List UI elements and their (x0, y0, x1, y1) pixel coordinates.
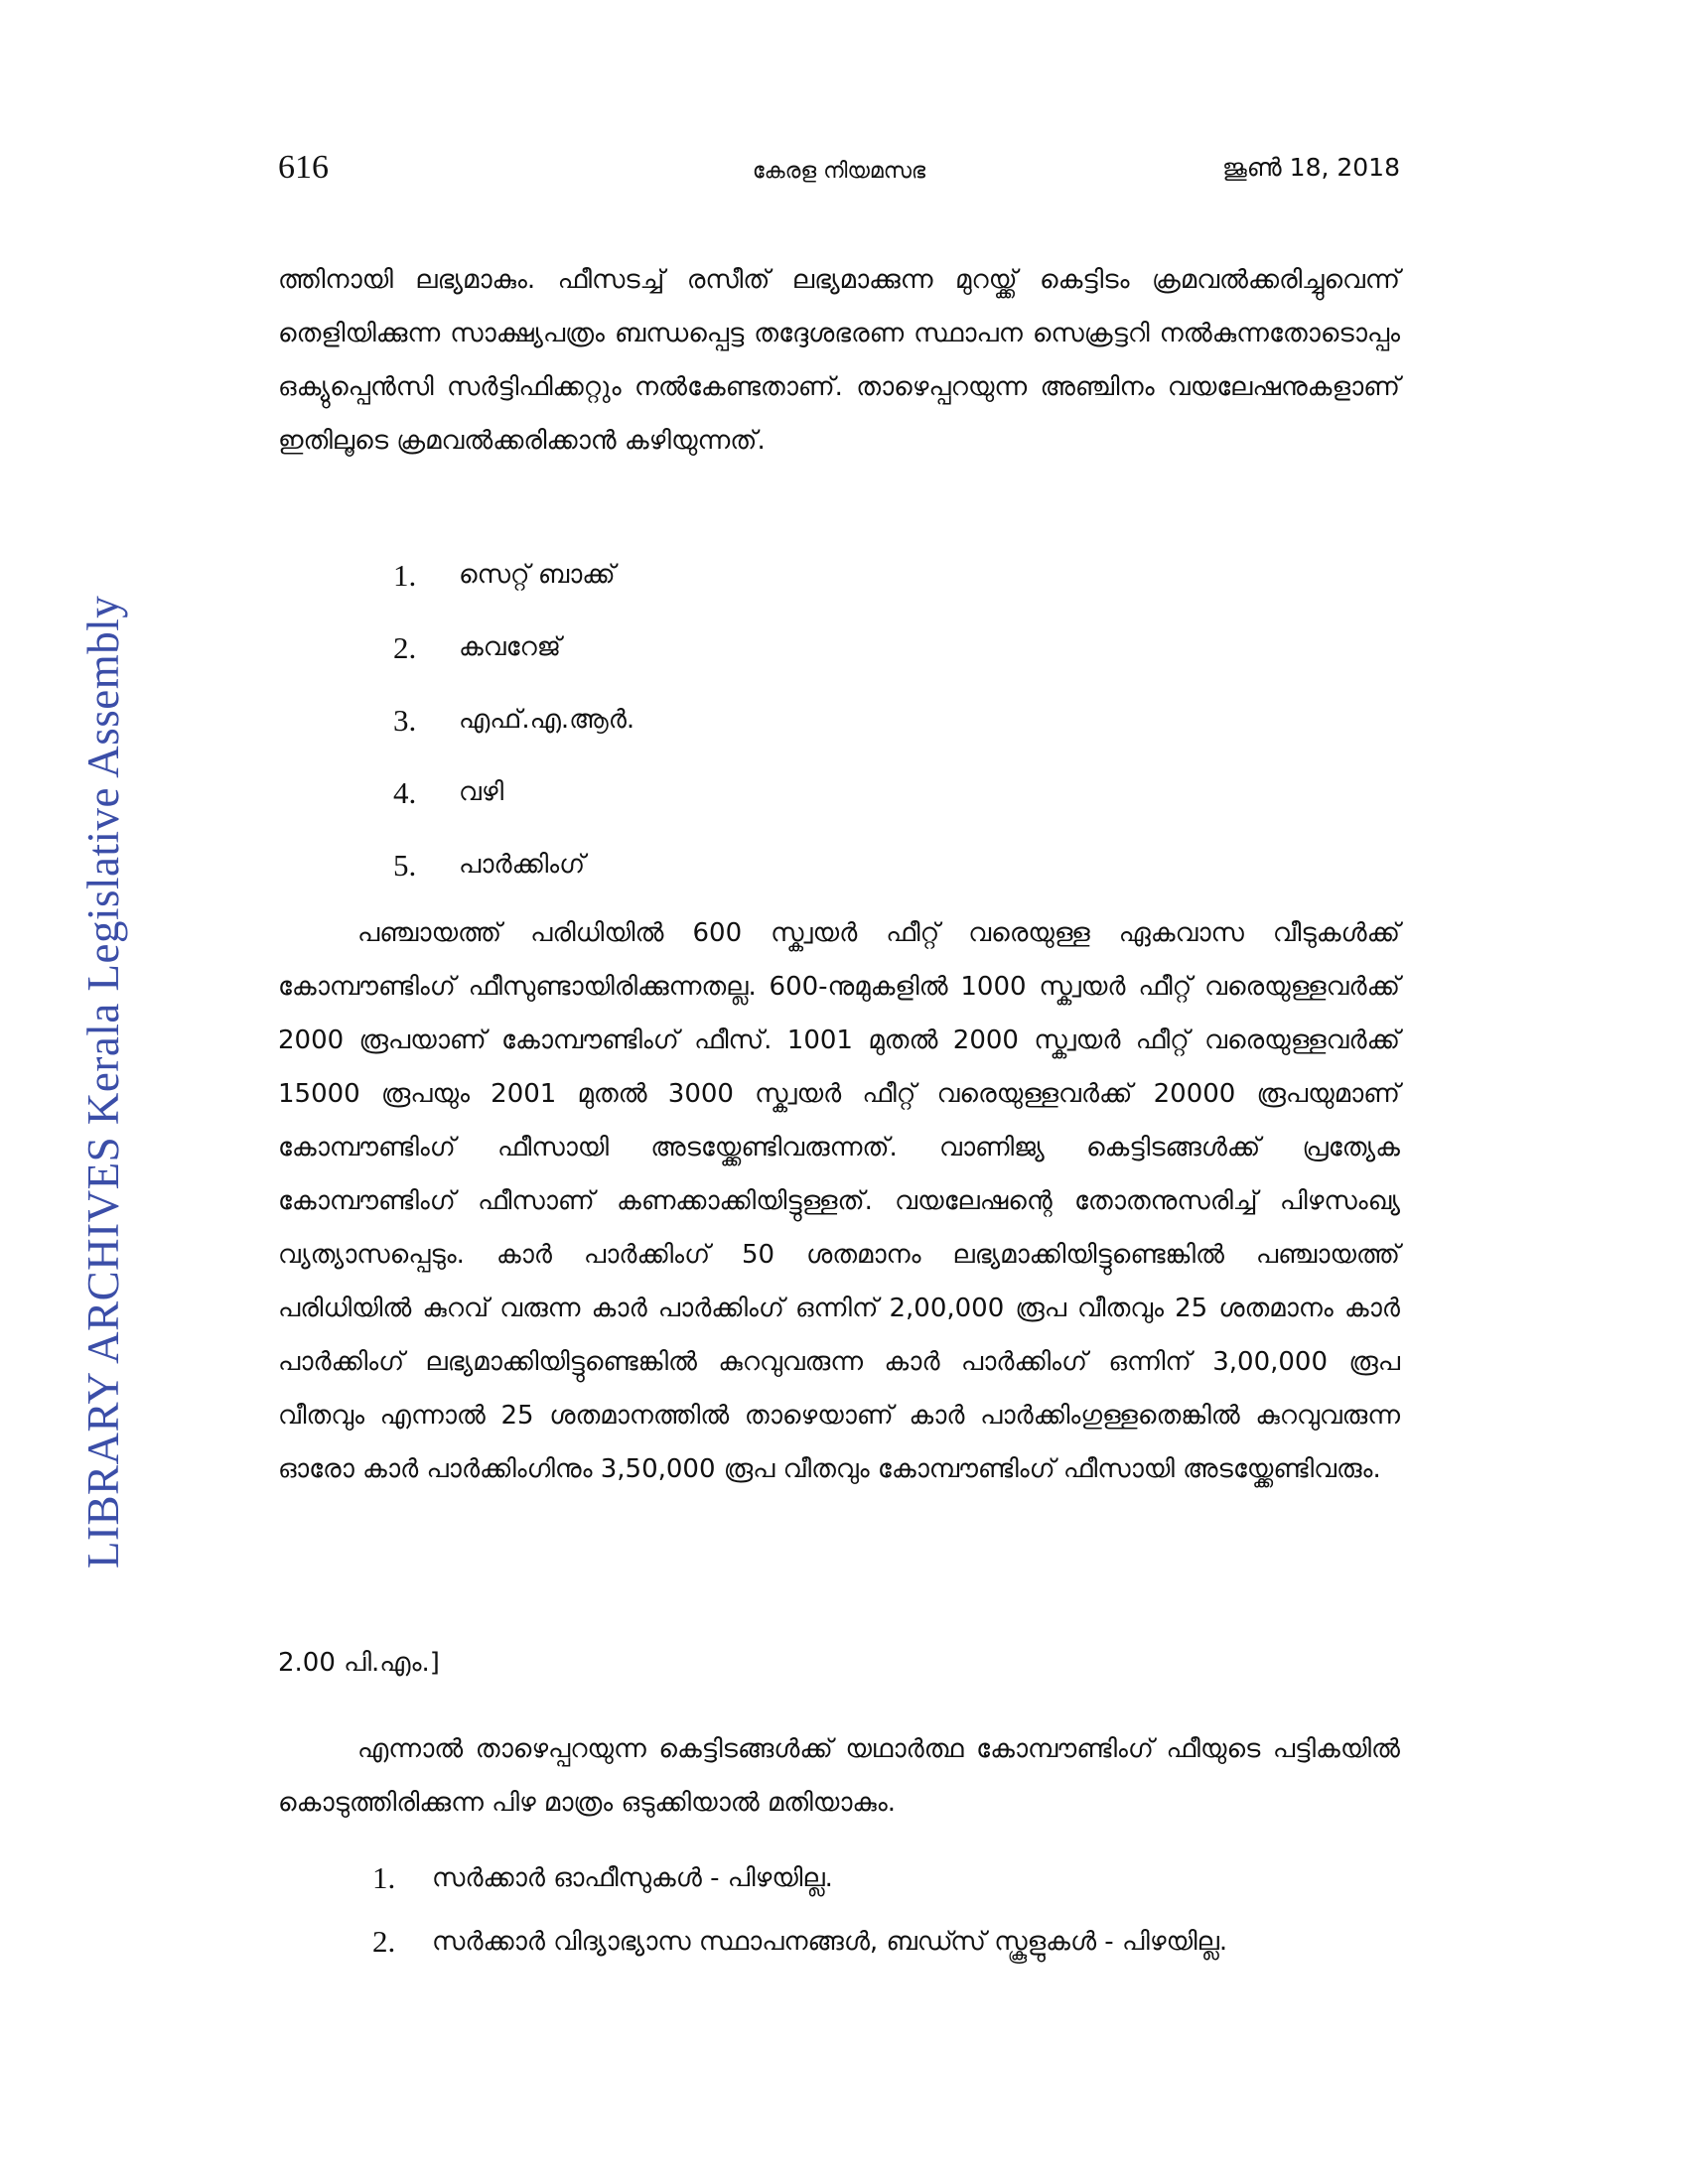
list-number: 5. (393, 847, 417, 883)
running-title: കേരള നിയമസഭ (752, 159, 926, 184)
list-text: കവറേജ് (459, 632, 561, 662)
paragraph-continuation: ത്തിനായി ലഭ്യമാകും. ഫീസടച്ച് രസീത് ലഭ്യമാക്കുന്ന മുറയ്ക്ക് കെട്ടിടം ക്രമവൽക്കരിച്ചുവെന്ന് തെളിയിക്കുന്ന സാക്ഷ്യപത്രം ബന്ധപ്പെട്ട തദ്ദേശഭരണ സ്ഥാപന സെക്രട്ടറി നൽകുന്നതോടൊപ്പം ഒക്യുപ്പെൻസി സർട്ടിഫിക്കറ്റും നൽകേണ്ടതാണ്. താഴെപ്പറയുന്ന അഞ്ചിനം വയലേഷനുകളാണ് ഇതിലൂടെ ക്രമവൽക്കരിക്കാൻ കഴിയുന്നത്. (278, 265, 1400, 456)
list-number: 1. (393, 557, 417, 593)
time-mark: 2.00 പി.എം.] (278, 1648, 440, 1678)
archive-watermark: LIBRARY ARCHIVES Kerala Legislative Assembly (78, 595, 128, 1569)
paragraph-compounding-fees: പഞ്ചായത്ത് പരിധിയിൽ 600 സ്ക്വയർ ഫീറ്റ് വരെയുള്ള ഏകവാസ വീടുകൾക്ക് കോമ്പൗണ്ടിംഗ് ഫീസുണ്ടായിരിക്കുന്നതല്ല. 600-നുമുകളിൽ 1000 സ്ക്വയർ ഫീറ്റ് വരെയുള്ളവർക്ക് 2000 രൂപയാണ് കോമ്പൗണ്ടിംഗ് ഫീസ്. 1001 മുതൽ 2000 സ്ക്വയർ ഫീറ്റ് വരെയുള്ളവർക്ക് 15000 രൂപയും 2001 മുതൽ 3000 സ്ക്വയർ ഫീറ്റ് വരെയുള്ളവർക്ക് 20000 രൂപയുമാണ് കോമ്പൗണ്ടിംഗ് ഫീസായി അടയ്ക്കേണ്ടിവരുന്നത്. വാണിജ്യ കെട്ടിടങ്ങൾക്ക് പ്രത്യേക കോമ്പൗണ്ടിംഗ് ഫീസാണ് കണക്കാക്കിയിട്ടുള്ളത്. വയലേഷന്റെ തോതനുസരിച്ച് പിഴസംഖ്യ വ്യത്യാസപ്പെടും. കാർ പാർക്കിംഗ് 50 ശതമാനം ലഭ്യമാക്കിയിട്ടുണ്ടെങ്കിൽ പഞ്ചായത്ത് പരിധിയിൽ കുറവ് വരുന്ന കാർ പാർക്കിംഗ് ഒന്നിന് 2,00,000 രൂപ വീതവും 25 ശതമാനം കാർ പാർക്കിംഗ് ലഭ്യമാക്കിയിട്ടുണ്ടെങ്കിൽ കുറവുവരുന്ന കാർ പാർക്കിംഗ് ഒന്നിന് 3,00,000 രൂപ വീതവും എന്നാൽ 25 ശതമാനത്തിൽ താഴെയാണ് കാർ പാർക്കിംഗുള്ളതെങ്കിൽ കുറവുവരുന്ന ഓരോ കാർ പാർക്കിംഗിനും 3,50,000 രൂപ വീതവും കോമ്പൗണ്ടിംഗ് ഫീസായി അടയ്ക്കേണ്ടിവരും. (278, 918, 1400, 1484)
list-item (393, 612, 1386, 684)
list-number: 2. (393, 629, 417, 665)
list-number: 1. (372, 1860, 396, 1895)
list-number: 2. (372, 1924, 396, 1959)
list-item (372, 1910, 1415, 1974)
page-number: 616 (278, 149, 329, 186)
paragraph-exemptions-intro: എന്നാൽ താഴെപ്പറയുന്ന കെട്ടിടങ്ങൾക്ക് യഥാർത്ഥ കോമ്പൗണ്ടിംഗ് ഫീയുടെ പട്ടികയിൽ കൊടുത്തിരിക്കുന്ന പിഴ മാത്രം ഒടുക്കിയാൽ മതിയാകും. (278, 1734, 1400, 1818)
list-number: 3. (393, 702, 417, 738)
list-text: സർക്കാർ വിദ്യാഭ്യാസ സ്ഥാപനങ്ങൾ, ബഡ്സ് സ്കൂളുകൾ - പിഴയില്ല. (432, 1926, 1228, 1957)
violation-list (393, 539, 1386, 901)
list-text: സെറ്റ് ബാക്ക് (459, 560, 616, 590)
list-text: പാർക്കിംഗ് (459, 850, 586, 880)
list-item (393, 684, 1386, 756)
header-date: ജൂൺ 18, 2018 (1221, 153, 1400, 182)
list-item (393, 756, 1386, 829)
list-item (393, 829, 1386, 901)
list-text: വഴി (459, 777, 504, 807)
exemption-list (372, 1846, 1415, 1974)
list-number: 4. (393, 774, 417, 810)
page-header (278, 149, 1400, 199)
list-text: എഫ്.എ.ആർ. (459, 705, 635, 735)
list-item (372, 1846, 1415, 1910)
list-item (393, 539, 1386, 612)
list-text: സർക്കാർ ഓഫീസുകൾ - പിഴയില്ല. (432, 1862, 833, 1893)
